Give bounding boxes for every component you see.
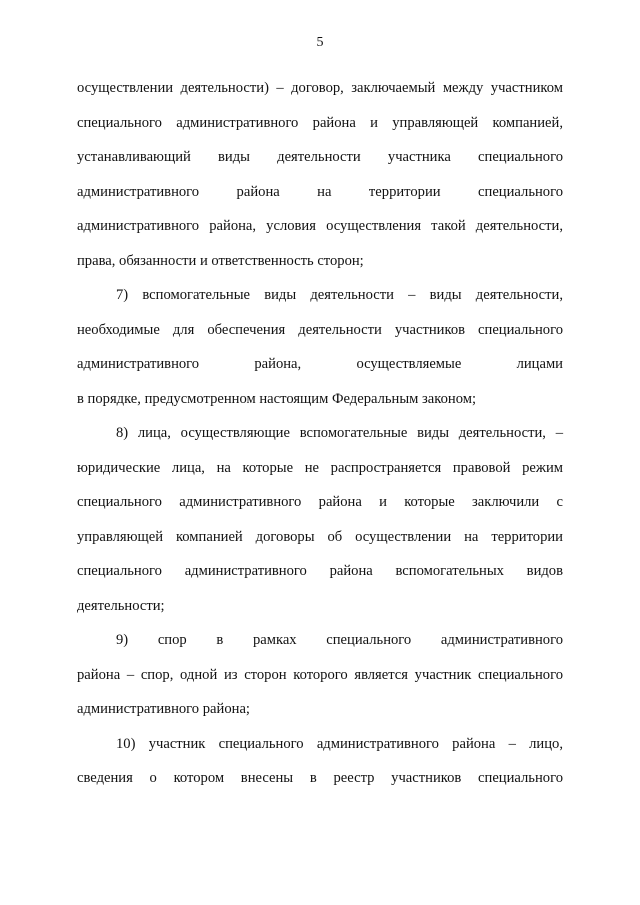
text-line: в порядке, предусмотренном настоящим Федеральным законом;	[77, 390, 477, 407]
text-line: 7) вспомогательные виды деятельности – виды деятельности,	[116, 287, 563, 303]
text-line: района – спор, одной из сторон которого является участник специального	[77, 666, 563, 683]
text-line: юридические лица, на которые не распространяется правовой режим	[77, 459, 563, 476]
text-line: административного района на территории специального	[77, 183, 563, 200]
paragraph-item-7	[77, 278, 563, 416]
text-line: деятельности;	[77, 597, 165, 614]
text-line: административного района, условия осуществления такой деятельности,	[77, 218, 563, 234]
text-line: сведения о котором внесены в реестр участников специального	[77, 770, 563, 786]
text-line: устанавливающий виды деятельности участника специального	[77, 149, 563, 165]
text-line: управляющей компанией договоры об осуществлении на территории	[77, 528, 563, 545]
page-number: 5	[316, 35, 324, 50]
text-line: права, обязанности и ответственность сторон;	[77, 252, 364, 269]
text-line: административного района, осуществляемые лицами	[77, 356, 563, 372]
paragraph-item-8	[77, 416, 563, 623]
document-body	[77, 71, 563, 796]
text-line: осуществлении деятельности) – договор, заключаемый между участником	[77, 80, 563, 96]
paragraph-definition-continuation	[77, 71, 563, 278]
text-line: специального административного района и которые заключили с	[77, 494, 563, 510]
paragraph-item-9	[77, 623, 563, 727]
text-line: 8) лица, осуществляющие вспомогательные виды деятельности, –	[116, 425, 563, 441]
text-line: 9) спор в рамках специального административного	[116, 632, 563, 648]
text-line: специального административного района вспомогательных видов	[77, 563, 563, 579]
paragraph-item-10	[77, 727, 563, 796]
text-line: специального административного района и управляющей компанией,	[77, 114, 563, 131]
text-line: необходимые для обеспечения деятельности участников специального	[77, 321, 563, 338]
text-line: административного района;	[77, 701, 250, 717]
text-line: 10) участник специального административного района – лицо,	[116, 735, 563, 752]
